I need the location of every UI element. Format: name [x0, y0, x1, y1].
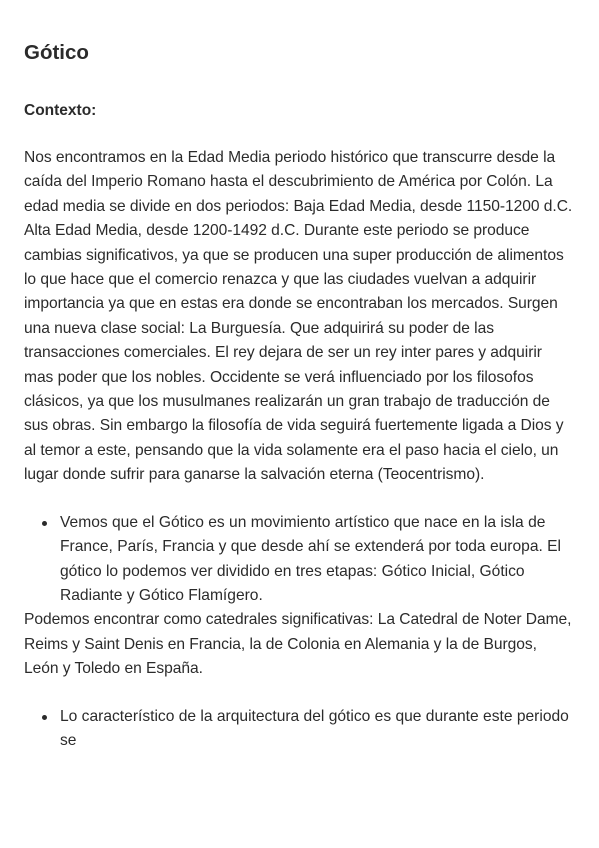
- context-paragraph: Nos encontramos en la Edad Media periodo histórico que transcurre desde la caída del Imperio Romano hasta el descubrimiento de América por Colón. La edad media se divide en dos periodos: Baja Edad Media, desde 1150-1200 d.C. Alta Edad Media, desde 1200-1492 d.C. Durante este periodo se produce cambias significativos, ya que se producen una super producción de alimentos lo que hace que el comercio renazca y que las ciudades vuelvan a adquirir importancia ya que en estas era donde se encontraban los mercados. Surgen una nueva clase social: La Burguesía. Que adquirirá su poder de las transacciones comerciales. El rey dejara de ser un rey inter pares y adquirir mas poder que los nobles. Occidente se verá influenciado por los filosofos clásicos, ya que los musulmanes realizarán un gran trabajo de traducción de sus obras. Sin embargo la filosofía de vida seguirá fuertemente ligada a Dios y al temor a este, pensando que la vida solamente era el paso hacia el cielo, un lugar donde sufrir para ganarse la salvación eterna (Teocentrismo).: [24, 149, 573, 484]
- bullet-icon: [42, 521, 47, 526]
- list-item: [24, 705, 573, 754]
- bullet-text: Vemos que el Gótico es un movimiento artístico que nace en la isla de France, París, Francia y que desde ahí se extenderá por toda europa. El gótico lo podemos ver dividido en tres etapas: Gótico Inicial, Gótico Radiante y Gótico Flamígero.: [60, 513, 562, 604]
- list-item: [24, 511, 573, 609]
- cathedrals-paragraph: Podemos encontrar como catedrales significativas: La Catedral de Noter Dame, Reims y Saint Denis en Francia, la de Colonia en Alemania y la de Burgos, León y Toledo en España.: [24, 611, 572, 678]
- bullet-text: Lo característico de la arquitectura del gótico es que durante este periodo se: [60, 707, 569, 749]
- bullet-list-2: [24, 705, 573, 754]
- bullet-icon: [42, 715, 47, 720]
- section-heading-contexto: Contexto:: [24, 102, 97, 119]
- document-title: Gótico: [24, 41, 89, 64]
- bullet-list-1: [24, 511, 573, 609]
